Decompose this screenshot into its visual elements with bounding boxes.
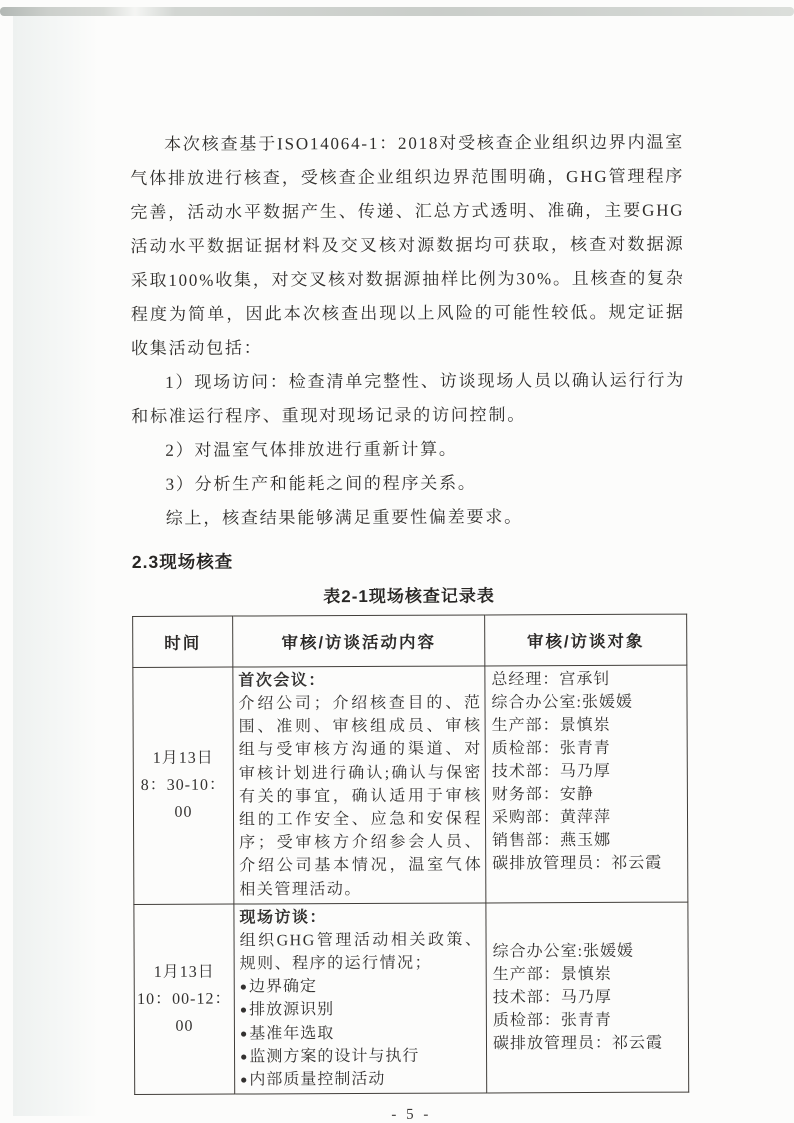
subjects-cell [486,902,689,1093]
activity-description: 介绍公司；介绍核查目的、范围、准则、审核组成员、审核组与受审核方沟通的渠道、对审核计划进行确认;确认与保密有关的事宜，确认适用于审核组的工作安全、应急和安保程序；受审核方介绍参会人员、介绍公司基本情况，温室气体相关管理活动。 [238,694,483,899]
section-heading: 2.3现场核查 [131,551,234,572]
subject-line: 综合办公室:张媛媛 [491,693,634,712]
subject-line: 技术部：马乃厚 [492,988,612,1007]
time-cell [133,667,234,904]
col-header-subjects: 审核/访谈对象 [485,614,687,666]
interview-topic: ● 内部质量控制活动 [240,1068,483,1092]
table-row-site-interview [134,902,689,1095]
subject-line: 销售部：燕玉娜 [492,831,612,850]
evidence-item-3: 3）分析生产和能耗之间的程序关系。 [165,473,477,494]
subject-line: 生产部：景慎岽 [491,716,611,735]
interview-topic: ● 基准年选取 [240,1021,483,1045]
subject-line: 总经理：宫承钊 [491,670,611,689]
subject-line: 碳排放管理员：祁云霞 [492,1034,664,1053]
paragraph-verification-basis: 本次核查基于ISO14064-1：2018对受核查企业组织边界内温室气体排放进行核查，受核查企业组织边界范围明确，GHG管理程序完善，活动水平数据产生、传递、汇总方式透明、准确，主要GHG活动水平数据证据材料及交叉核对源数据均可获取，核查对数据源采取100%收集，对交叉核对数据源抽样比例为30%。且核查的复杂程度为简单，因此本次核查出现以上风险的可能性较低。规定证据收集活动包括： [130,132,685,358]
subject-line: 质检部：张青青 [491,739,611,758]
time-cell [134,904,235,1095]
table-row-first-meeting [133,665,688,904]
evidence-item-2: 2）对温室气体排放进行重新计算。 [165,439,458,460]
subject-line: 质检部：张青青 [492,1011,612,1030]
col-header-activity: 审核/访谈活动内容 [233,615,485,667]
subject-line: 生产部：景慎岽 [492,965,612,984]
time-date: 1月13日 [153,963,215,981]
subject-line: 技术部：马乃厚 [491,762,611,781]
paragraph-conclusion: 综上，核查结果能够满足重要性偏差要求。 [165,507,523,528]
subject-line: 财务部：安静 [491,785,594,804]
subject-line: 采购部：黄萍萍 [491,808,612,827]
scan-artifact-left-band [13,16,99,1116]
activity-cell [233,666,486,904]
interview-topics-list [240,975,484,1092]
page-content [130,126,688,1123]
col-header-time: 时间 [133,616,233,667]
activity-description: 组织GHG管理活动相关政策、规则、程序的运行情况； [239,931,483,973]
activity-title: 首次会议： [238,672,326,690]
time-date: 1月13日 [152,750,214,768]
time-range: 10：00-12：00 [137,990,232,1035]
interview-topic: ● 监测方案的设计与执行 [240,1044,483,1068]
site-verification-record-table [132,614,689,1096]
scan-artifact-top-streak [0,7,794,16]
activity-cell [234,903,487,1095]
activity-title: 现场访谈： [239,908,327,927]
time-range: 8：30-10：00 [140,776,227,822]
subject-line: 综合办公室:张媛媛 [492,942,635,961]
subject-line: 碳排放管理员：祁云霞 [492,854,663,873]
interview-topic: ● 边界确定 [240,975,483,999]
page-number: - 5 - [391,1106,432,1123]
table-header-row [133,614,687,667]
subjects-cell [485,665,688,903]
evidence-item-1: 1）现场访问：检查清单完整性、访谈现场人员以确认运行行为和标准运行程序、重现对现场记录的访问控制。 [131,370,686,426]
table-caption: 表2-1现场核查记录表 [323,586,495,607]
interview-topic: ● 排放源识别 [240,998,483,1022]
